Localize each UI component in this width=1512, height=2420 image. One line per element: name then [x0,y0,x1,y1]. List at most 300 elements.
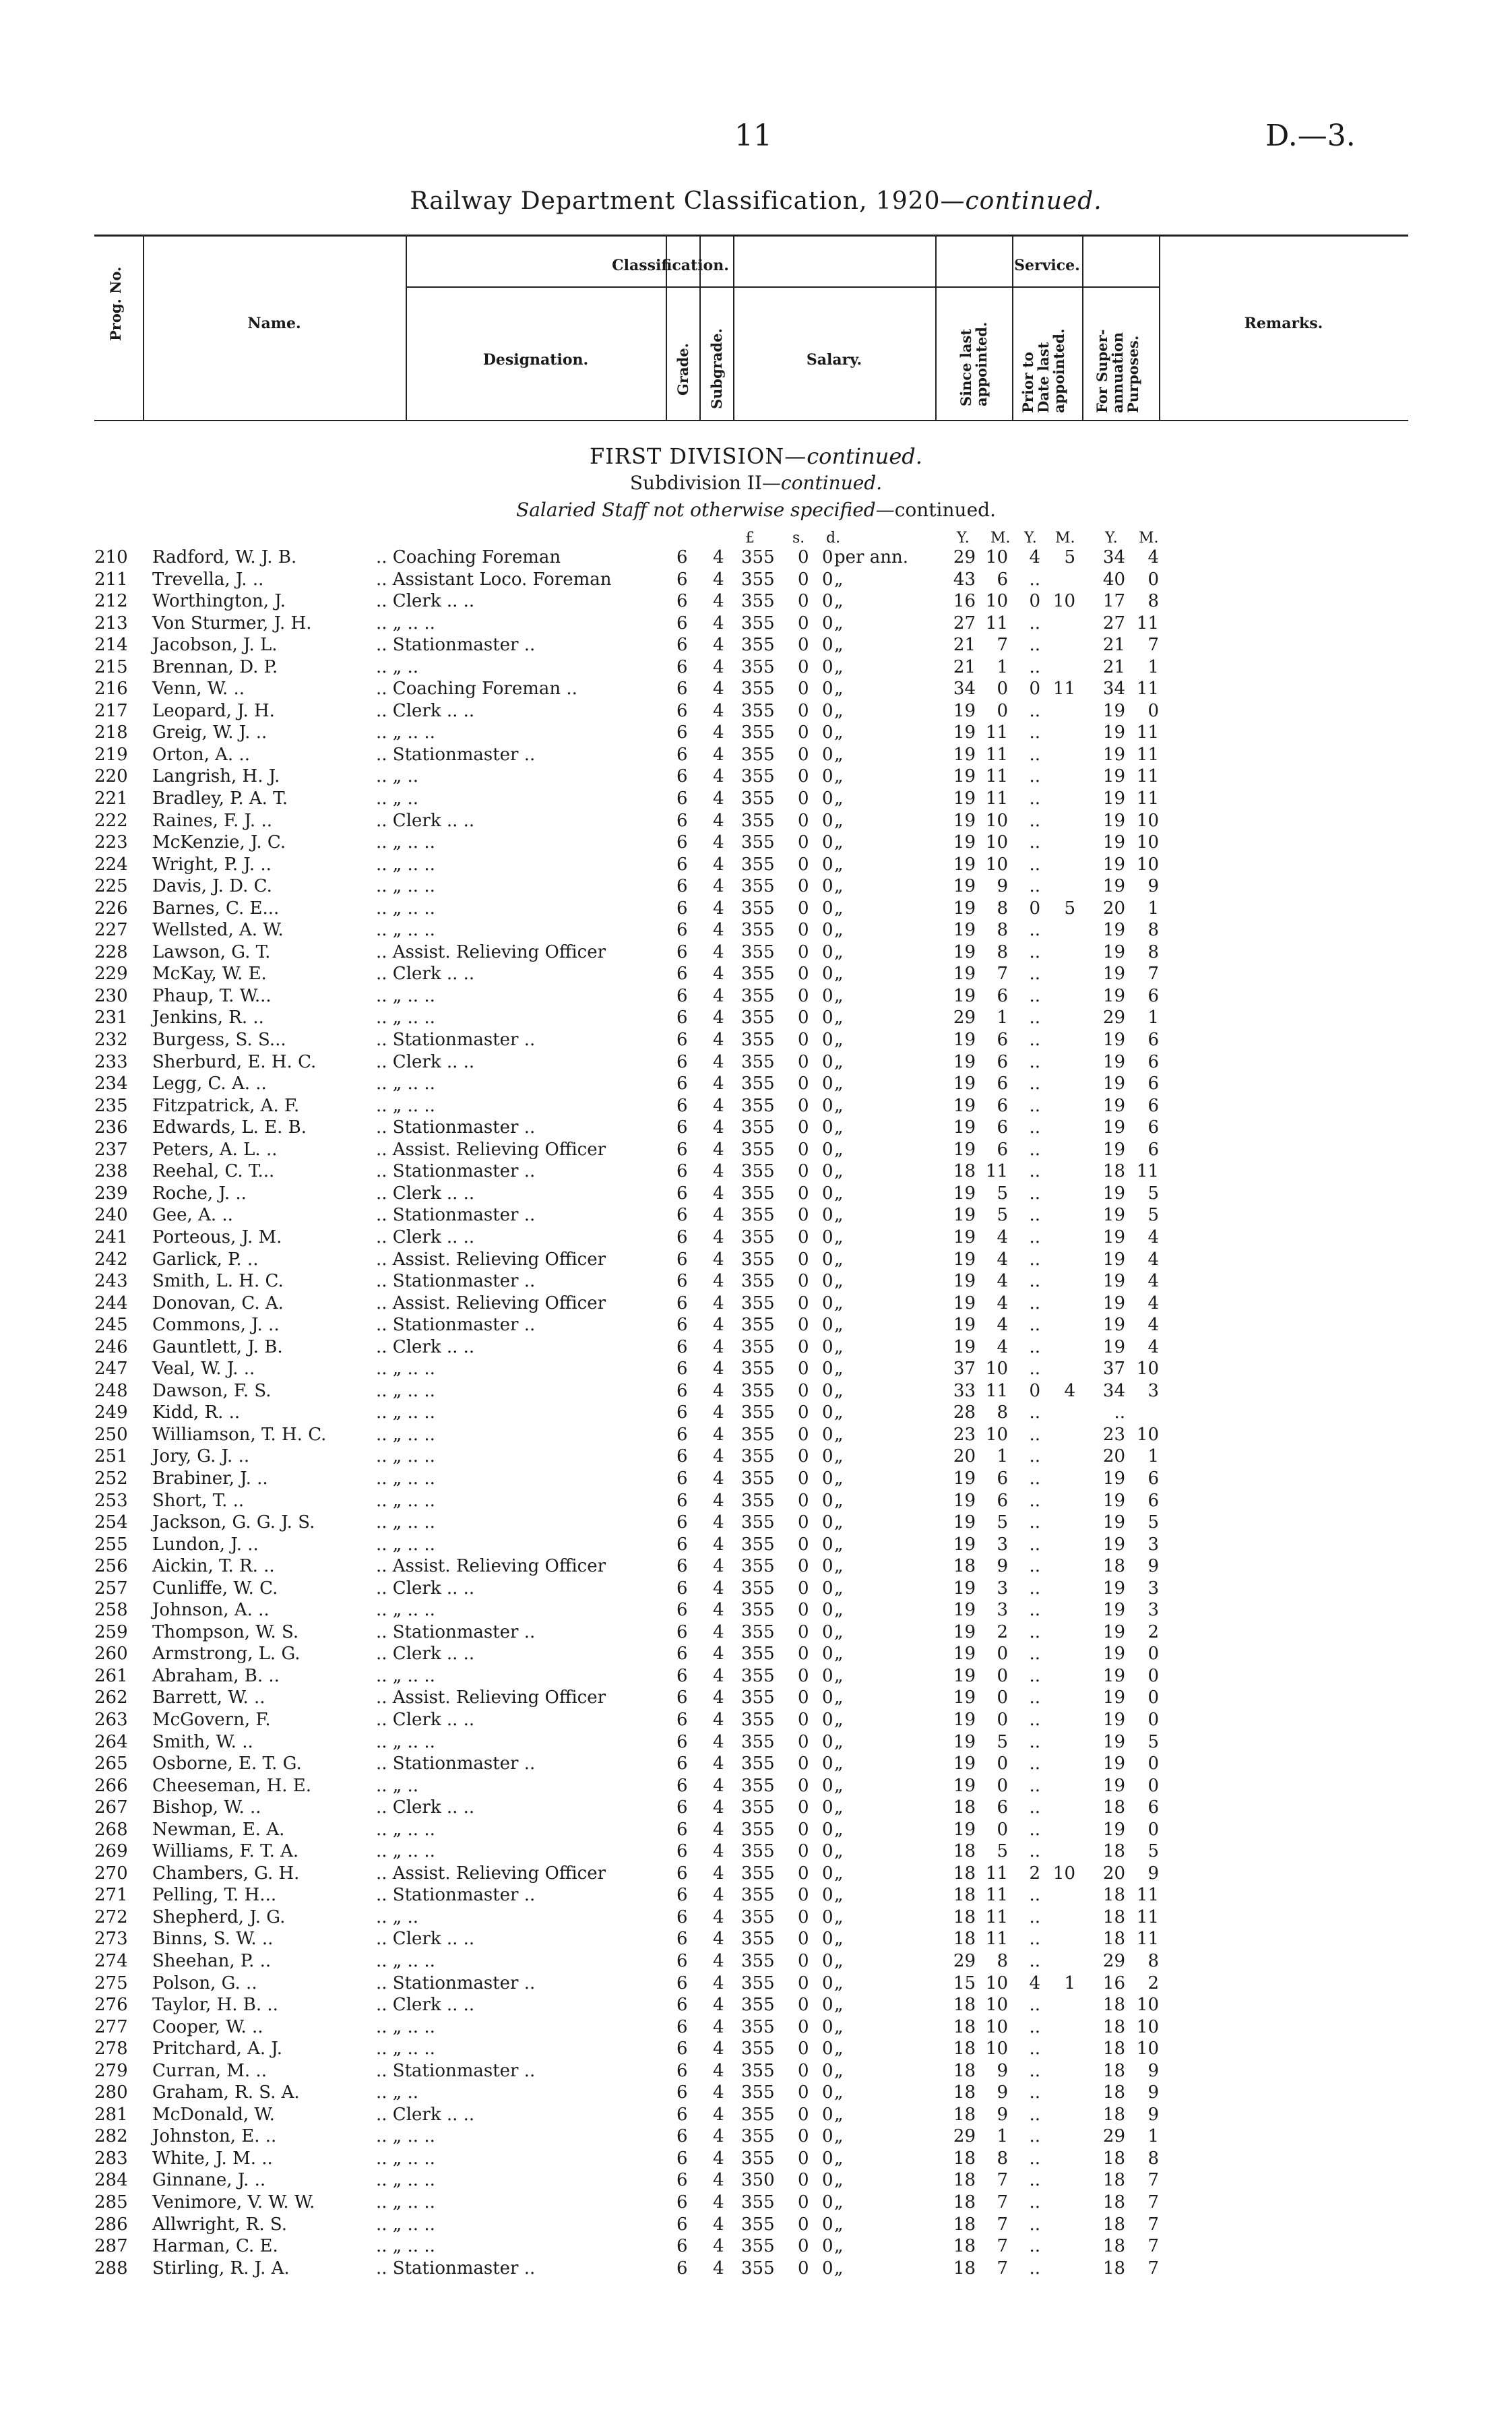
employee-name: Binns, S. W. .. [152,1929,274,1950]
subgrade: 4 [713,744,724,765]
salary-shillings: 0 [798,1117,809,1138]
salary-period: „ [834,1775,844,1796]
prog-number: 233 [94,1051,128,1072]
prog-number: 256 [94,1556,128,1577]
designation: .. „ .. .. [376,1007,435,1028]
since-months: 6 [997,569,1008,590]
since-months: 1 [997,656,1008,677]
salary-pence: 0 [822,1271,833,1292]
since-months: 7 [997,2258,1008,2278]
salary-pence: 0 [822,1665,833,1686]
super-years: 21 [1102,656,1125,677]
grade: 6 [676,1885,688,1906]
prior-years: .. [1029,2170,1040,2191]
designation: .. „ .. .. [376,1468,435,1489]
salary-period: „ [834,876,844,897]
since-months: 10 [985,854,1008,875]
prior-years: .. [1029,1293,1040,1313]
table-row [0,1425,1512,1447]
table-row [0,613,1512,635]
grade: 6 [676,810,688,831]
prior-years: .. [1029,744,1040,765]
employee-name: Langrish, H. J. [152,766,280,787]
salary-period: „ [834,964,844,985]
designation: .. Assist. Relieving Officer [376,1139,606,1160]
super-months: 1 [1147,2126,1159,2147]
since-months: 8 [997,941,1008,962]
super-years: 19 [1102,1271,1125,1292]
prog-number: 221 [94,788,128,809]
salary-pence: 0 [822,1424,833,1445]
salary-pounds: 355 [741,941,775,962]
designation: .. Assistant Loco. Foreman [376,569,612,590]
prior-years: .. [1029,1161,1040,1182]
since-years: 19 [953,1578,976,1599]
grade: 6 [676,2258,688,2278]
since-years: 19 [953,1315,976,1336]
prog-number: 234 [94,1074,128,1094]
super-years: 19 [1102,766,1125,787]
designation: .. Clerk .. .. [376,2104,475,2125]
table-header [94,235,1408,421]
employee-name: Donovan, C. A. [152,1293,284,1313]
since-months: 9 [997,876,1008,897]
salary-shillings: 0 [798,1797,809,1818]
since-years: 19 [953,941,976,962]
since-years: 19 [953,1051,976,1072]
since-months: 11 [985,1161,1008,1182]
designation: .. Stationmaster .. [376,1621,536,1642]
since-months: 6 [997,1030,1008,1051]
since-years: 29 [953,1951,976,1971]
grade: 6 [676,635,688,656]
salary-pence: 0 [822,1183,833,1204]
subgrade: 4 [713,1534,724,1555]
designation: .. „ .. .. [376,1402,435,1423]
salary-period: „ [834,1995,844,2016]
prior-years: .. [1029,1929,1040,1950]
prior-years: .. [1029,810,1040,831]
prior-years: .. [1029,1819,1040,1840]
grade: 6 [676,985,688,1006]
super-months: 9 [1147,2104,1159,2125]
prog-number: 251 [94,1446,128,1467]
super-months: 11 [1136,1906,1159,1927]
salary-pence: 0 [822,1621,833,1642]
designation: .. Coaching Foreman [376,547,561,567]
subgrade: 4 [713,1336,724,1357]
subgrade: 4 [713,1797,724,1818]
designation: .. Clerk .. .. [376,700,475,721]
salary-shillings: 0 [798,1227,809,1247]
subgrade: 4 [713,1863,724,1884]
salary-shillings: 0 [798,1161,809,1182]
super-years: 18 [1102,1841,1125,1862]
employee-name: Williams, F. T. A. [152,1841,299,1862]
table-row [0,1030,1512,1052]
prog-number: 215 [94,656,128,677]
salary-shillings: 0 [798,2016,809,2037]
super-months: 9 [1147,1556,1159,1577]
salary-period: „ [834,1051,844,1072]
subgrade: 4 [713,613,724,633]
subgrade: 4 [713,1227,724,1247]
subgrade: 4 [713,898,724,919]
header-subgrade: Subgrade. [708,328,725,409]
prior-years: 2 [1029,1863,1040,1884]
employee-name: Legg, C. A. .. [152,1074,267,1094]
salary-shillings: 0 [798,1315,809,1336]
grade: 6 [676,2039,688,2059]
prog-number: 279 [94,2060,128,2081]
salary-pounds: 355 [741,2039,775,2059]
salary-shillings: 0 [798,1775,809,1796]
employee-name: McKay, W. E. [152,964,267,985]
since-months: 11 [985,744,1008,765]
designation: .. „ .. .. [376,854,435,875]
prior-years: .. [1029,1183,1040,1204]
employee-name: Porteous, J. M. [152,1227,282,1247]
since-months: 1 [997,2126,1008,2147]
since-months: 10 [985,2016,1008,2037]
since-months: 5 [997,1841,1008,1862]
salary-period: „ [834,1007,844,1028]
since-years: 19 [953,1293,976,1313]
since-months: 10 [985,1973,1008,1993]
table-row [0,964,1512,986]
grade: 6 [676,1775,688,1796]
super-years: 19 [1102,1095,1125,1116]
prog-number: 227 [94,920,128,941]
employee-name: Roche, J. .. [152,1183,247,1204]
salary-pounds: 355 [741,1030,775,1051]
table-row [0,1666,1512,1688]
subgrade: 4 [713,2192,724,2213]
subgrade: 4 [713,810,724,831]
salary-pounds: 355 [741,1995,775,2016]
grade: 6 [676,1336,688,1357]
super-years: 19 [1102,1600,1125,1621]
since-months: 1 [997,1007,1008,1028]
employee-name: Jory, G. J. .. [152,1446,250,1467]
subgrade: 4 [713,832,724,853]
designation: .. „ .. .. [376,1731,435,1752]
prior-years: .. [1029,2060,1040,2081]
since-years: 18 [953,1885,976,1906]
since-months: 6 [997,1117,1008,1138]
prior-years: .. [1029,1906,1040,1927]
since-months: 4 [997,1271,1008,1292]
subgrade: 4 [713,1271,724,1292]
subgrade: 4 [713,964,724,985]
subgrade: 4 [713,569,724,590]
grade: 6 [676,1687,688,1708]
salary-period: „ [834,1359,844,1379]
super-months: 10 [1136,854,1159,875]
table-row [0,2148,1512,2171]
prior-years: .. [1029,1600,1040,1621]
prog-number: 254 [94,1512,128,1533]
super-months: 5 [1147,1183,1159,1204]
designation: .. „ .. .. [376,1424,435,1445]
table-row [0,1841,1512,1863]
prog-number: 281 [94,2104,128,2125]
since-years: 27 [953,613,976,633]
prior-years: .. [1029,1687,1040,1708]
designation: .. „ .. [376,766,419,787]
salary-shillings: 0 [798,2039,809,2059]
salary-pounds: 355 [741,1754,775,1774]
salary-shillings: 0 [798,920,809,941]
salary-period: „ [834,1380,844,1401]
designation: .. „ .. .. [376,722,435,743]
super-years: 18 [1102,2039,1125,2059]
since-months: 0 [997,1775,1008,1796]
salary-pence: 0 [822,2236,833,2257]
grade: 6 [676,1249,688,1270]
prior-years: .. [1029,920,1040,941]
super-years: 18 [1102,1929,1125,1950]
prog-number: 216 [94,679,128,700]
grade: 6 [676,1951,688,1971]
prog-number: 230 [94,985,128,1006]
prog-number: 226 [94,898,128,919]
since-years: 29 [953,2126,976,2147]
table-row [0,2017,1512,2039]
salary-period: „ [834,2148,844,2169]
subgrade: 4 [713,2170,724,2191]
prog-number: 231 [94,1007,128,1028]
since-years: 19 [953,1271,976,1292]
prior-years: .. [1029,569,1040,590]
salary-period: „ [834,1578,844,1599]
designation: .. Stationmaster .. [376,1161,536,1182]
designation: .. „ .. .. [376,985,435,1006]
salary-pence: 0 [822,766,833,787]
prior-months: 5 [1064,547,1075,567]
salary-shillings: 0 [798,832,809,853]
super-years: 19 [1102,1621,1125,1642]
since-years: 20 [953,1446,976,1467]
super-months: 0 [1147,1775,1159,1796]
employee-name: Wright, P. J. .. [152,854,272,875]
table-row [0,1468,1512,1491]
super-months: 10 [1136,832,1159,853]
grade: 6 [676,656,688,677]
employee-name: Von Sturmer, J. H. [152,613,312,633]
salary-shillings: 0 [798,964,809,985]
prior-years: .. [1029,2192,1040,2213]
division-heading [0,443,1512,469]
since-years: 18 [953,2258,976,2278]
salary-pence: 0 [822,1534,833,1555]
employee-name: Fitzpatrick, A. F. [152,1095,300,1116]
grade: 6 [676,1973,688,1993]
super-years: 20 [1102,1446,1125,1467]
subgrade: 4 [713,1973,724,1993]
prior-years: .. [1029,832,1040,853]
designation: .. „ .. .. [376,1841,435,1862]
salary-pence: 0 [822,656,833,677]
since-months: 6 [997,1095,1008,1116]
salary-period: „ [834,985,844,1006]
since-months: 10 [985,591,1008,612]
header-grade: Grade. [674,343,691,396]
prior-years: 0 [1029,591,1040,612]
table-row [0,920,1512,942]
salary-period: „ [834,1556,844,1577]
super-months: 10 [1136,2016,1159,2037]
salary-period: „ [834,1754,844,1774]
table-row [0,1140,1512,1162]
super-months: 1 [1147,898,1159,919]
employee-name: Edwards, L. E. B. [152,1117,307,1138]
subgrade: 4 [713,1139,724,1160]
prog-number: 211 [94,569,128,590]
salary-pounds: 355 [741,1731,775,1752]
employee-name: Curran, M. .. [152,2060,267,2081]
table-row [0,701,1512,723]
document-reference: D.—3. [1265,119,1356,153]
super-years: 19 [1102,744,1125,765]
salary-period: „ [834,1490,844,1511]
super-years: 29 [1102,1007,1125,1028]
super-months: 0 [1147,1665,1159,1686]
super-months: 0 [1147,1709,1159,1730]
designation: .. Stationmaster .. [376,1754,536,1774]
table-row [0,1732,1512,1754]
table-row [0,2170,1512,2192]
subgrade: 4 [713,700,724,721]
prior-years: .. [1029,1995,1040,2016]
since-years: 19 [953,1644,976,1665]
salary-pence: 0 [822,635,833,656]
employee-name: Burgess, S. S... [152,1030,286,1051]
grade: 6 [676,1030,688,1051]
salary-pence: 0 [822,1819,833,1840]
salary-pounds: 355 [741,1271,775,1292]
table-row [0,1293,1512,1315]
subgrade: 4 [713,1490,724,1511]
salary-period: „ [834,744,844,765]
salary-pence: 0 [822,1951,833,1971]
since-months: 6 [997,1139,1008,1160]
since-months: 9 [997,2082,1008,2103]
salary-pence: 0 [822,1359,833,1379]
salary-pounds: 355 [741,854,775,875]
salary-period: „ [834,854,844,875]
prior-months: 5 [1064,898,1075,919]
designation: .. Stationmaster .. [376,1885,536,1906]
super-years: 19 [1102,1665,1125,1686]
grade: 6 [676,1424,688,1445]
employee-name: Radford, W. J. B. [152,547,297,567]
super-years: 19 [1102,1293,1125,1313]
salary-pence: 0 [822,679,833,700]
salary-pence: 0 [822,920,833,941]
unit-years-super: Y. [1105,530,1118,547]
employee-name: Wellsted, A. W. [152,920,284,941]
salary-pence: 0 [822,2104,833,2125]
salary-pence: 0 [822,832,833,853]
prog-number: 242 [94,1249,128,1270]
prog-number: 213 [94,613,128,633]
super-months: 4 [1147,1315,1159,1336]
subgrade: 4 [713,1578,724,1599]
grade: 6 [676,2082,688,2103]
salary-pence: 0 [822,2016,833,2037]
staff-heading-main: Salaried Staff not otherwise specified— [516,499,895,521]
grade: 6 [676,722,688,743]
salary-period: „ [834,2060,844,2081]
salary-pence: 0 [822,1995,833,2016]
designation: .. Assist. Relieving Officer [376,941,606,962]
super-years: 19 [1102,876,1125,897]
salary-pounds: 355 [741,1117,775,1138]
salary-pounds: 355 [741,1161,775,1182]
salary-pounds: 355 [741,964,775,985]
salary-pence: 0 [822,2082,833,2103]
salary-period: „ [834,2192,844,2213]
since-months: 2 [997,1621,1008,1642]
table-row [0,1776,1512,1798]
since-months: 11 [985,1885,1008,1906]
salary-shillings: 0 [798,1534,809,1555]
designation: .. Stationmaster .. [376,1973,536,1993]
super-months: 11 [1136,766,1159,787]
salary-pence: 0 [822,1775,833,1796]
salary-shillings: 0 [798,1929,809,1950]
table-row [0,2192,1512,2214]
since-months: 1 [997,1446,1008,1467]
salary-shillings: 0 [798,1051,809,1072]
super-months: 6 [1147,985,1159,1006]
salary-shillings: 0 [798,1709,809,1730]
prog-number: 247 [94,1359,128,1379]
super-years: 23 [1102,1424,1125,1445]
salary-pence: 0 [822,1754,833,1774]
since-months: 7 [997,964,1008,985]
table-row [0,2105,1512,2127]
prog-number: 273 [94,1929,128,1950]
employee-name: McKenzie, J. C. [152,832,286,853]
employee-name: Peters, A. L. .. [152,1139,278,1160]
since-years: 19 [953,1205,976,1226]
super-months: 9 [1147,1863,1159,1884]
salary-shillings: 0 [798,2082,809,2103]
header-classification: Classification. [612,257,729,274]
salary-pounds: 355 [741,1929,775,1950]
prog-number: 270 [94,1863,128,1884]
table-row [0,1797,1512,1820]
super-months: 0 [1147,700,1159,721]
salary-pence: 0 [822,2170,833,2191]
salary-shillings: 0 [798,788,809,809]
salary-pence: 0 [822,2192,833,2213]
since-years: 19 [953,1687,976,1708]
designation: .. Assist. Relieving Officer [376,1293,606,1313]
salary-pence: 0 [822,1490,833,1511]
since-years: 18 [953,1995,976,2016]
subgrade: 4 [713,1841,724,1862]
header-service: Service. [1014,257,1080,274]
prog-number: 268 [94,1819,128,1840]
super-years: 19 [1102,1754,1125,1774]
since-months: 4 [997,1249,1008,1270]
prog-number: 287 [94,2236,128,2257]
subgrade: 4 [713,1644,724,1665]
salary-pounds: 355 [741,1709,775,1730]
